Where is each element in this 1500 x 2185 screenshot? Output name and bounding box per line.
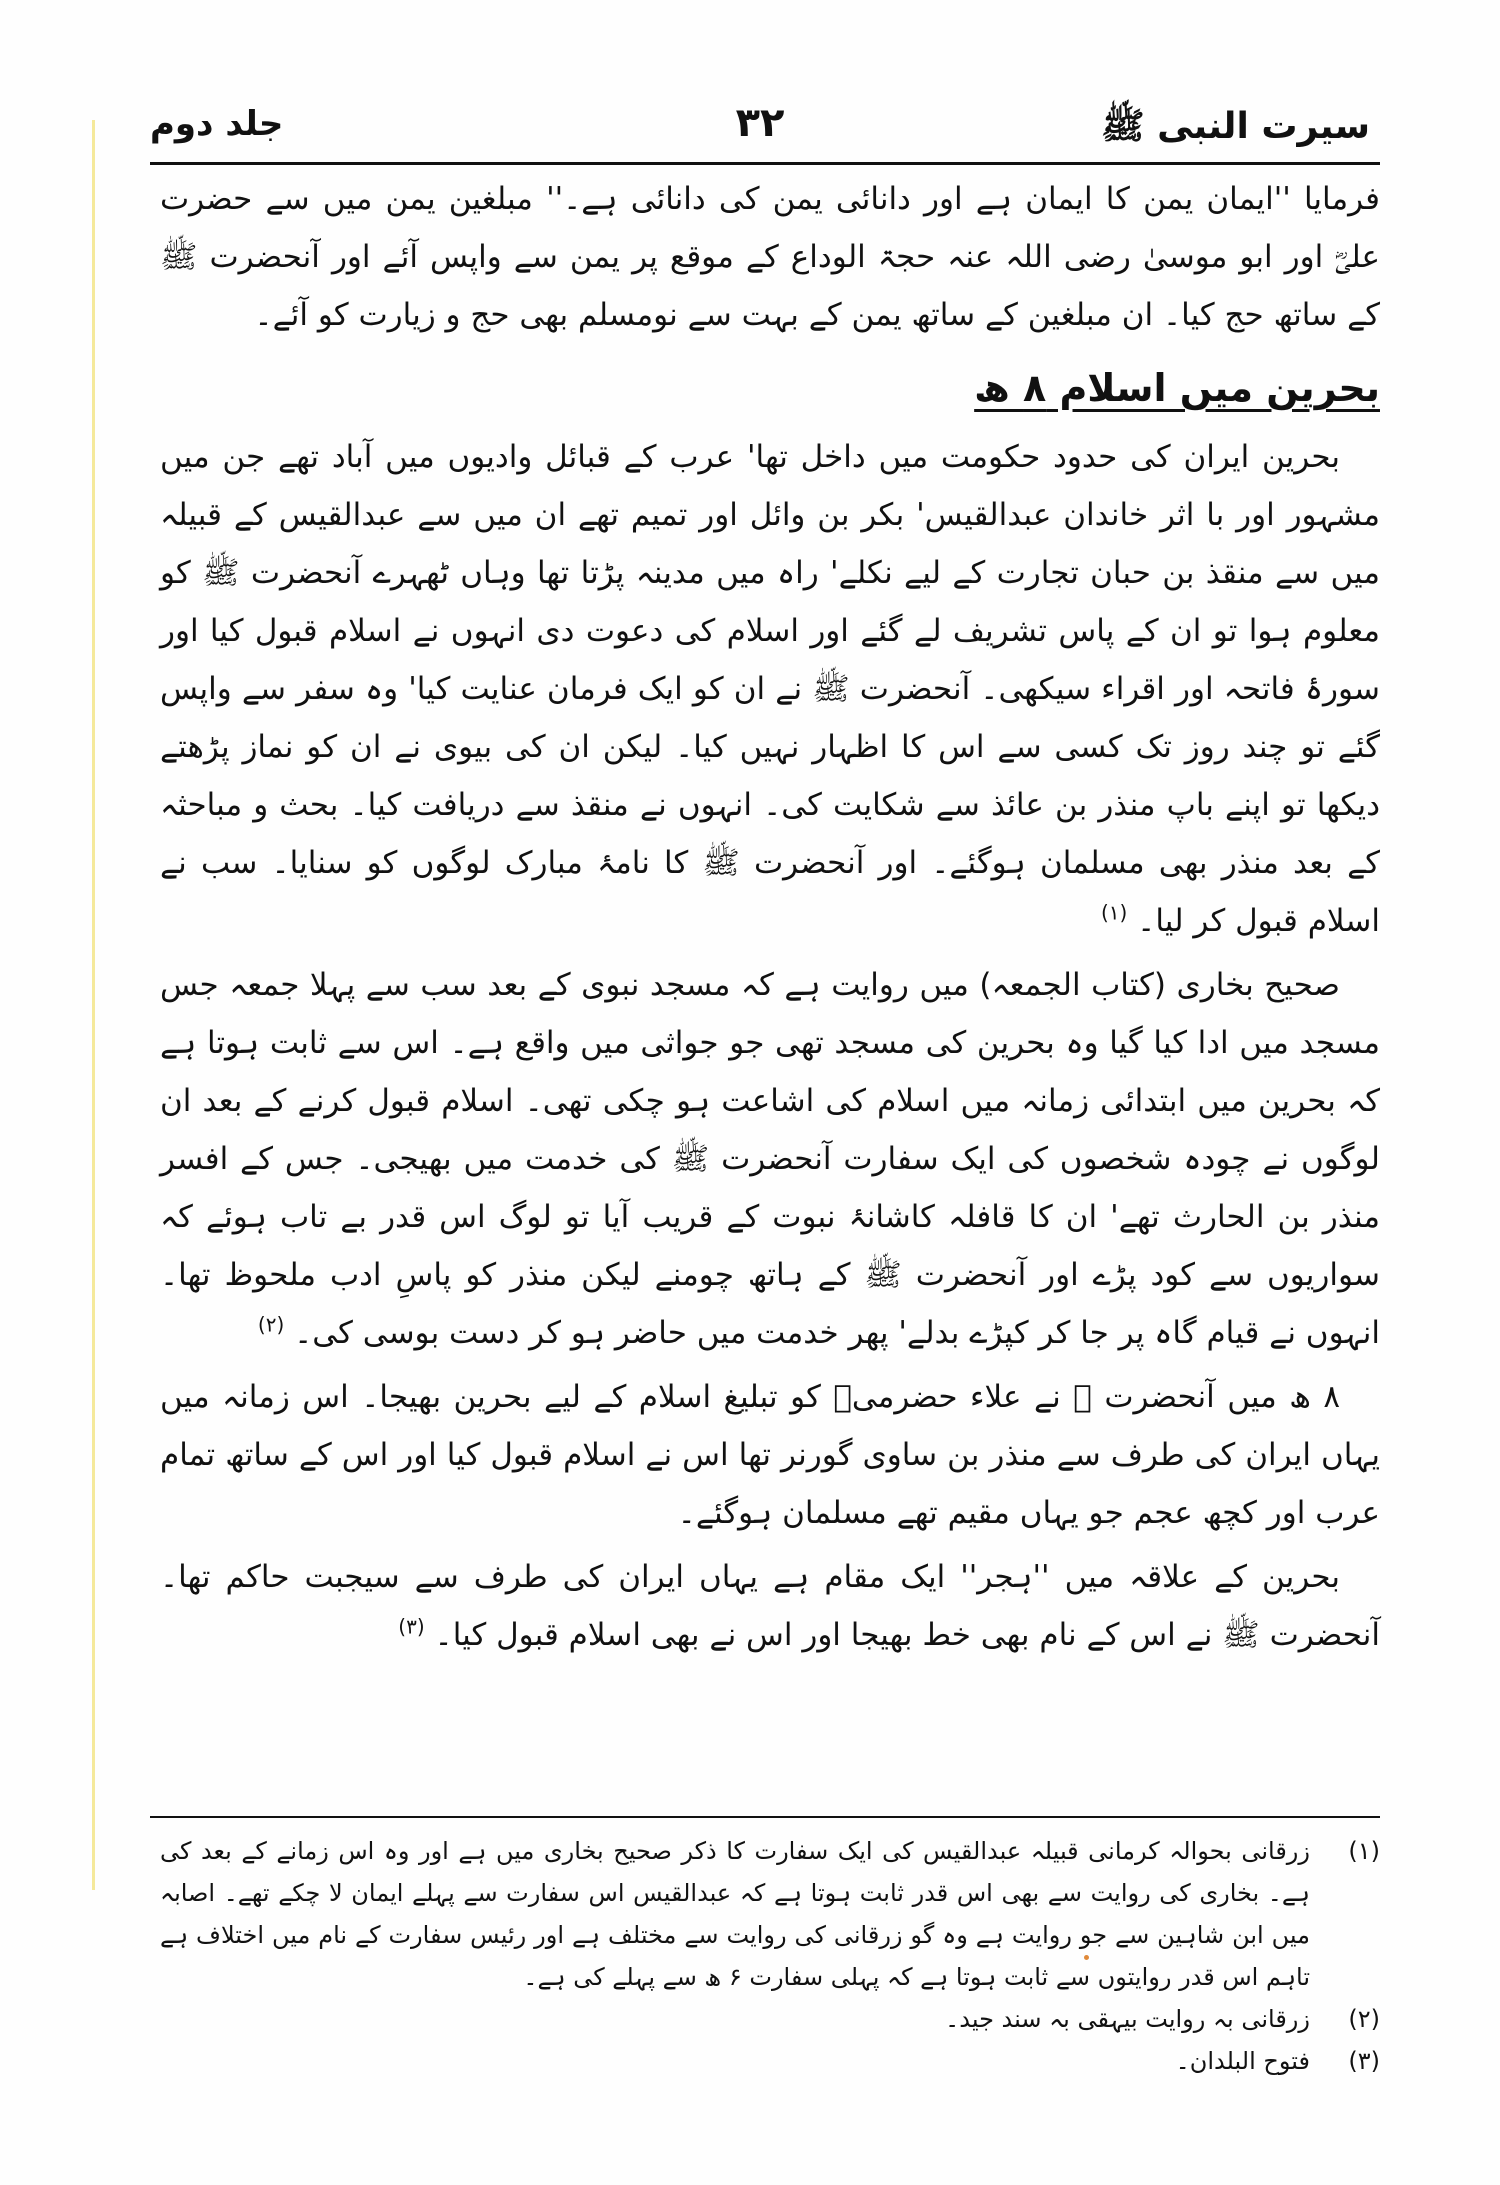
paragraph-3: ۸ ھ میں آنحضرت ﷺ نے علاء حضرمیؓ کو تبلیغ اسلام کے لیے بحرین بھیجا۔ اس زمانہ میں یہاں ایران کی طرف سے منذر بن ساوی گورنر تھا اس نے اسلام قبول کیا اور اس کے ساتھ تمام عرب اور کچھ عجم جو یہاں مقیم تھے مسلمان ہوگئے۔ (160, 1379, 1380, 1531)
paragraph-2-text: صحیح بخاری (کتاب الجمعہ) میں روایت ہے کہ مسجد نبوی کے بعد سب سے پہلا جمعہ جس مسجد میں ادا کیا گیا وہ بحرین کی مسجد تھی جو جواثی میں واقع ہے۔ اس سے ثابت ہوتا ہے کہ بحرین میں ابتدائی زمانہ میں اسلام کی اشاعت ہو چکی تھی۔ اسلام قبول کرنے کے بعد ان لوگوں نے چودہ شخصوں کی ایک سفارت آنحضرت ﷺ کی خدمت میں بھیجی۔ جس کے افسر منذر بن الحارث تھے' ان کا قافلہ کاشانۂ نبوت کے قریب آیا تو لوگ اس قدر بے تاب ہوئے کہ سواریوں سے کود پڑے اور آنحضرت ﷺ کے ہاتھ چومنے لیکن منذر کو پاسِ ادب ملحوظ تھا۔ انہوں نے قیام گاہ پر جا کر کپڑے بدلے' پھر خدمت میں حاضر ہو کر دست بوسی کی۔ (160, 967, 1380, 1351)
main-text (160, 170, 1380, 1670)
paragraph-4-text: بحرین کے علاقہ میں ''ہجر'' ایک مقام ہے یہاں ایران کی طرف سے سیجبت حاکم تھا۔ آنحضرت ﷺ نے اس کے نام بھی خط بھیجا اور اس نے بھی اسلام قبول کیا۔ (160, 1559, 1380, 1653)
footnote-text: زرقانی بحوالہ کرمانی قبیلہ عبدالقیس کی ایک سفارت کا ذکر صحیح بخاری میں ہے اور وہ اس زمانے کے بعد کی ہے۔ بخاری کی روایت سے بھی اس قدر ثابت ہوتا ہے کہ عبدالقیس اس سفارت سے پہلے ایمان لا چکے تھے۔ اصابہ میں ابن شاہین سے جو روایت ہے وہ گو زرقانی کی روایت سے مختلف ہے اور رئیس سفارت کے نام میں اختلاف ہے تاہم اس قدر روایتوں سے ثابت ہوتا ہے کہ پہلی سفارت ۶ ھ سے پہلے کی ہے۔ (160, 1837, 1310, 1991)
section-heading-wrap (160, 350, 1380, 428)
footnote-number: (۳) (1348, 2047, 1380, 2075)
footnote-text: فتوح البلدان۔ (1175, 2047, 1310, 2075)
footnote-text: زرقانی بہ روایت بیہقی بہ سند جید۔ (945, 2005, 1310, 2033)
footnote-number: (۲) (1348, 2005, 1380, 2033)
footnotes (160, 1830, 1380, 2082)
intro-paragraph: فرمایا ''ایمان یمن کا ایمان ہے اور دانائی یمن کی دانائی ہے۔'' مبلغین یمن میں سے حضرت علیؓ اور ابو موسیٰ رضی اللہ عنہ حجۃ الوداع کے موقع پر یمن سے واپس آئے اور آنحضرت ﷺ کے ساتھ حج کیا۔ ان مبلغین کے ساتھ یمن کے بہت سے نومسلم بھی حج و زیارت کو آئے۔ (160, 181, 1380, 333)
paragraph-1 (160, 428, 1380, 950)
book-title: سیرت النبی ﷺ (1101, 106, 1370, 147)
paragraph-2 (160, 956, 1380, 1362)
page-number: ۳۲ (735, 100, 785, 146)
ink-dot (1084, 1955, 1089, 1960)
page-header (150, 100, 1370, 160)
footnote-1 (160, 1830, 1380, 1998)
margin-highlight-line (92, 120, 95, 1890)
footnote-2 (160, 1998, 1380, 2040)
volume-label: جلد دوم (150, 104, 284, 144)
section-heading: بحرین میں اسلام ۸ ھ (974, 366, 1380, 410)
paragraph-4 (160, 1548, 1380, 1664)
paragraph-1-text: بحرین ایران کی حدود حکومت میں داخل تھا' عرب کے قبائل وادیوں میں آباد تھے جن میں مشہور اور با اثر خاندان عبدالقیس' بکر بن وائل اور تمیم تھے ان میں سے عبدالقیس کے قبیلہ میں سے منقذ بن حبان تجارت کے لیے نکلے' راہ میں مدینہ پڑتا تھا وہاں ٹھہرے آنحضرت ﷺ کو معلوم ہوا تو ان کے پاس تشریف لے گئے اور اسلام کی دعوت دی انہوں نے اسلام قبول کیا اور سورۂ فاتحہ اور اقراء سیکھی۔ آنحضرت ﷺ نے ان کو ایک فرمان عنایت کیا' وہ سفر سے واپس گئے تو چند روز تک کسی سے اس کا اظہار نہیں کیا۔ لیکن ان کی بیوی نے ان کو نماز پڑھتے دیکھا تو اپنے باپ منذر بن عائذ سے شکایت کی۔ انہوں نے منقذ سے دریافت کیا۔ بحث و مباحثہ کے بعد منذر بھی مسلمان ہوگئے۔ اور آنحضرت ﷺ کا نامۂ مبارک لوگوں کو سنایا۔ سب نے اسلام قبول کر لیا۔ (160, 439, 1380, 939)
footnote-divider (150, 1816, 1380, 1818)
note-ref-3: (۳) (398, 1614, 425, 1639)
footnote-3 (160, 2040, 1380, 2082)
header-divider (150, 162, 1380, 165)
footnote-number: (۱) (1348, 1837, 1380, 1865)
note-ref-2: (۲) (257, 1312, 285, 1337)
note-ref-1: (۱) (1100, 900, 1128, 925)
